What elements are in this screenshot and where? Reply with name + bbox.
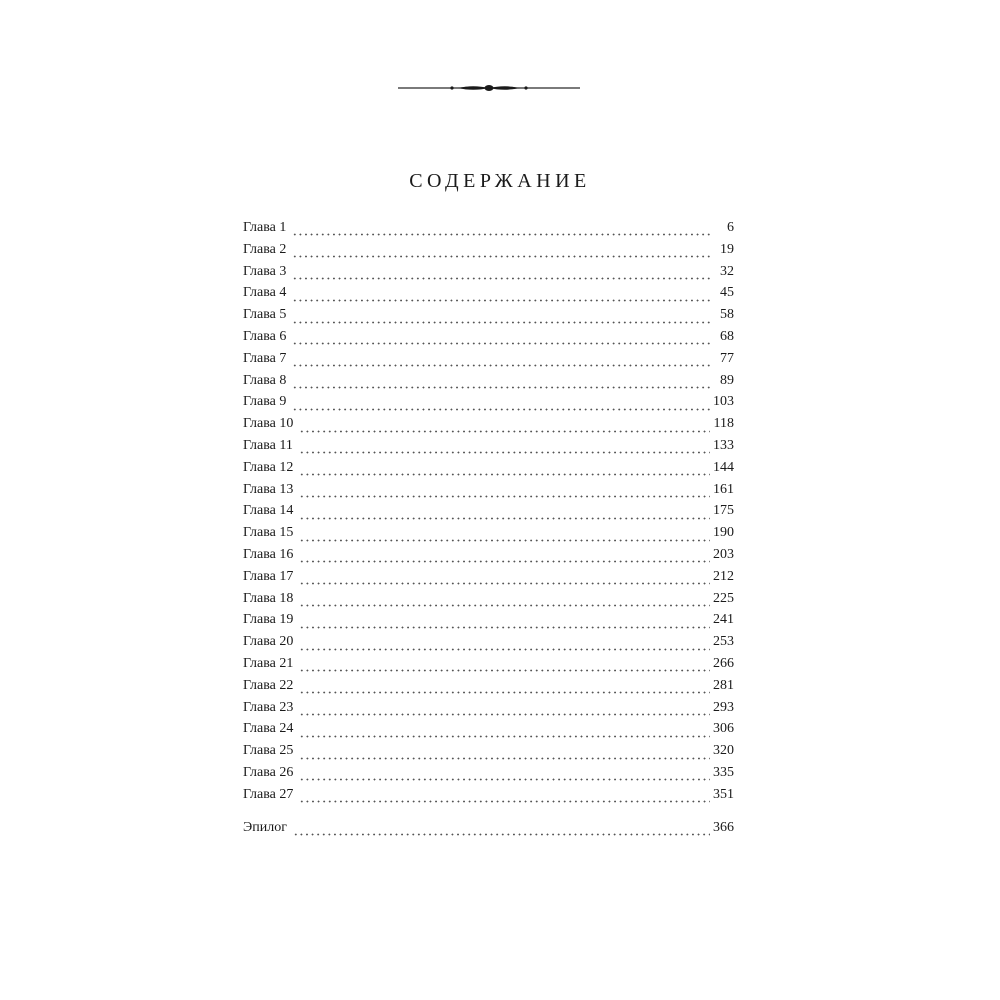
toc-entry[interactable]: [243, 740, 734, 762]
toc-entry-page-number: 335: [713, 764, 734, 780]
dot-leader: [299, 789, 710, 803]
dot-leader: [292, 288, 710, 302]
toc-entry-label: Глава 24: [243, 721, 294, 737]
toc-entry-label: Глава 6: [243, 328, 287, 344]
toc-entry-page-number: 351: [713, 786, 734, 802]
toc-entry-page-number: 190: [713, 525, 734, 541]
toc-entry-label: Глава 18: [243, 590, 294, 606]
toc-entry[interactable]: [243, 304, 734, 326]
dot-leader: [299, 440, 710, 454]
dot-leader: [299, 462, 710, 476]
toc-entry[interactable]: [243, 718, 734, 740]
toc-entry-label: Глава 16: [243, 546, 294, 562]
toc-entry[interactable]: [243, 282, 734, 304]
dot-leader: [293, 822, 710, 836]
toc-entry-page-number: 19: [720, 241, 734, 257]
toc-entry[interactable]: [243, 239, 734, 261]
dot-leader: [299, 724, 710, 738]
toc-entry-page-number: 133: [713, 437, 734, 453]
decorative-divider-icon: [398, 80, 580, 96]
toc-entry-label: Глава 7: [243, 350, 287, 366]
toc-entry[interactable]: [243, 413, 734, 435]
toc-entry[interactable]: [243, 631, 734, 653]
dot-leader: [299, 593, 710, 607]
toc-entry-label: Глава 2: [243, 241, 287, 257]
toc-entry-page-number: 6: [727, 220, 734, 235]
toc-entry-page-number: 225: [713, 590, 734, 606]
toc-entry-label: Глава 20: [243, 634, 294, 650]
dot-leader: [292, 375, 710, 389]
toc-entry-epilogue[interactable]: [243, 817, 734, 839]
toc-entry-label: Глава 13: [243, 481, 294, 497]
toc-entry-label: Глава 19: [243, 612, 294, 628]
toc-entry-page-number: 281: [713, 677, 734, 693]
toc-entry-page-number: 161: [713, 481, 734, 497]
dot-leader: [299, 702, 710, 716]
toc-entry-label: Глава 26: [243, 764, 294, 780]
dot-leader: [299, 506, 710, 520]
toc-entry-label: Эпилог: [243, 819, 287, 835]
page-title: СОДЕРЖАНИЕ: [409, 170, 591, 192]
toc-entry-page-number: 77: [720, 350, 734, 366]
toc-entry-page-number: 118: [713, 416, 734, 432]
toc-entry[interactable]: [243, 588, 734, 610]
toc-entry-label: Глава 5: [243, 307, 287, 323]
toc-entry-page-number: 144: [713, 459, 734, 475]
dot-leader: [292, 331, 710, 345]
toc-entry-page-number: 32: [720, 263, 734, 279]
dot-leader: [292, 244, 710, 258]
dot-leader: [299, 571, 710, 585]
dot-leader: [292, 222, 710, 236]
dot-leader: [299, 419, 710, 433]
dot-leader: [299, 615, 710, 629]
toc-entry-label: Глава 14: [243, 503, 294, 519]
toc-entry[interactable]: [243, 391, 734, 413]
toc-entry[interactable]: [243, 500, 734, 522]
toc-entry[interactable]: [243, 784, 734, 806]
toc-entry[interactable]: [243, 326, 734, 348]
toc-entry[interactable]: [243, 762, 734, 784]
dot-leader: [292, 397, 710, 411]
dot-leader: [299, 680, 710, 694]
toc-entry-label: Глава 11: [243, 437, 293, 453]
table-of-contents: [243, 217, 734, 838]
toc-entry[interactable]: [243, 435, 734, 457]
toc-entry-page-number: 203: [713, 546, 734, 562]
toc-entry[interactable]: [243, 479, 734, 501]
toc-entry-page-number: 103: [713, 394, 734, 410]
dot-leader: [299, 767, 710, 781]
toc-entry-page-number: 320: [713, 743, 734, 759]
toc-entry-page-number: 212: [713, 568, 734, 584]
toc-entry[interactable]: [243, 457, 734, 479]
toc-entry-label: Глава 27: [243, 786, 294, 802]
dot-leader: [299, 658, 710, 672]
dot-leader: [292, 353, 710, 367]
dot-leader: [299, 637, 710, 651]
toc-entry-label: Глава 1: [243, 220, 287, 235]
dot-leader: [299, 746, 710, 760]
toc-entry-page-number: 68: [720, 328, 734, 344]
toc-entry[interactable]: [243, 348, 734, 370]
dot-leader: [299, 484, 710, 498]
toc-entry-page-number: 89: [720, 372, 734, 388]
toc-entry[interactable]: [243, 697, 734, 719]
toc-entry[interactable]: [243, 522, 734, 544]
toc-entry[interactable]: [243, 675, 734, 697]
toc-entry[interactable]: [243, 653, 734, 675]
toc-entry[interactable]: [243, 370, 734, 392]
toc-entry-label: Глава 25: [243, 743, 294, 759]
toc-entry[interactable]: [243, 609, 734, 631]
dot-leader: [292, 266, 710, 280]
toc-entry-label: Глава 3: [243, 263, 287, 279]
toc-entry-label: Глава 22: [243, 677, 294, 693]
toc-entry-label: Глава 9: [243, 394, 287, 410]
toc-entry[interactable]: [243, 566, 734, 588]
toc-entry-label: Глава 4: [243, 285, 287, 301]
toc-entry-page-number: 45: [720, 285, 734, 301]
toc-entry-page-number: 306: [713, 721, 734, 737]
toc-entry-page-number: 366: [713, 819, 734, 835]
toc-entry-page-number: 175: [713, 503, 734, 519]
toc-entry-label: Глава 15: [243, 525, 294, 541]
toc-entry-label: Глава 17: [243, 568, 294, 584]
dot-leader: [299, 549, 710, 563]
toc-entry[interactable]: [243, 544, 734, 566]
toc-entry-page-number: 293: [713, 699, 734, 715]
toc-entry-page-number: 58: [720, 307, 734, 323]
toc-entry-label: Глава 8: [243, 372, 287, 388]
toc-entry-label: Глава 23: [243, 699, 294, 715]
toc-entry-label: Глава 21: [243, 655, 294, 671]
toc-entry-page-number: 266: [713, 655, 734, 671]
toc-entry-label: Глава 12: [243, 459, 294, 475]
toc-entry[interactable]: [243, 217, 734, 239]
toc-entry-label: Глава 10: [243, 416, 294, 432]
dot-leader: [292, 310, 710, 324]
toc-entry[interactable]: [243, 261, 734, 283]
dot-leader: [299, 528, 710, 542]
toc-entry-page-number: 241: [713, 612, 734, 628]
toc-entry-page-number: 253: [713, 634, 734, 650]
